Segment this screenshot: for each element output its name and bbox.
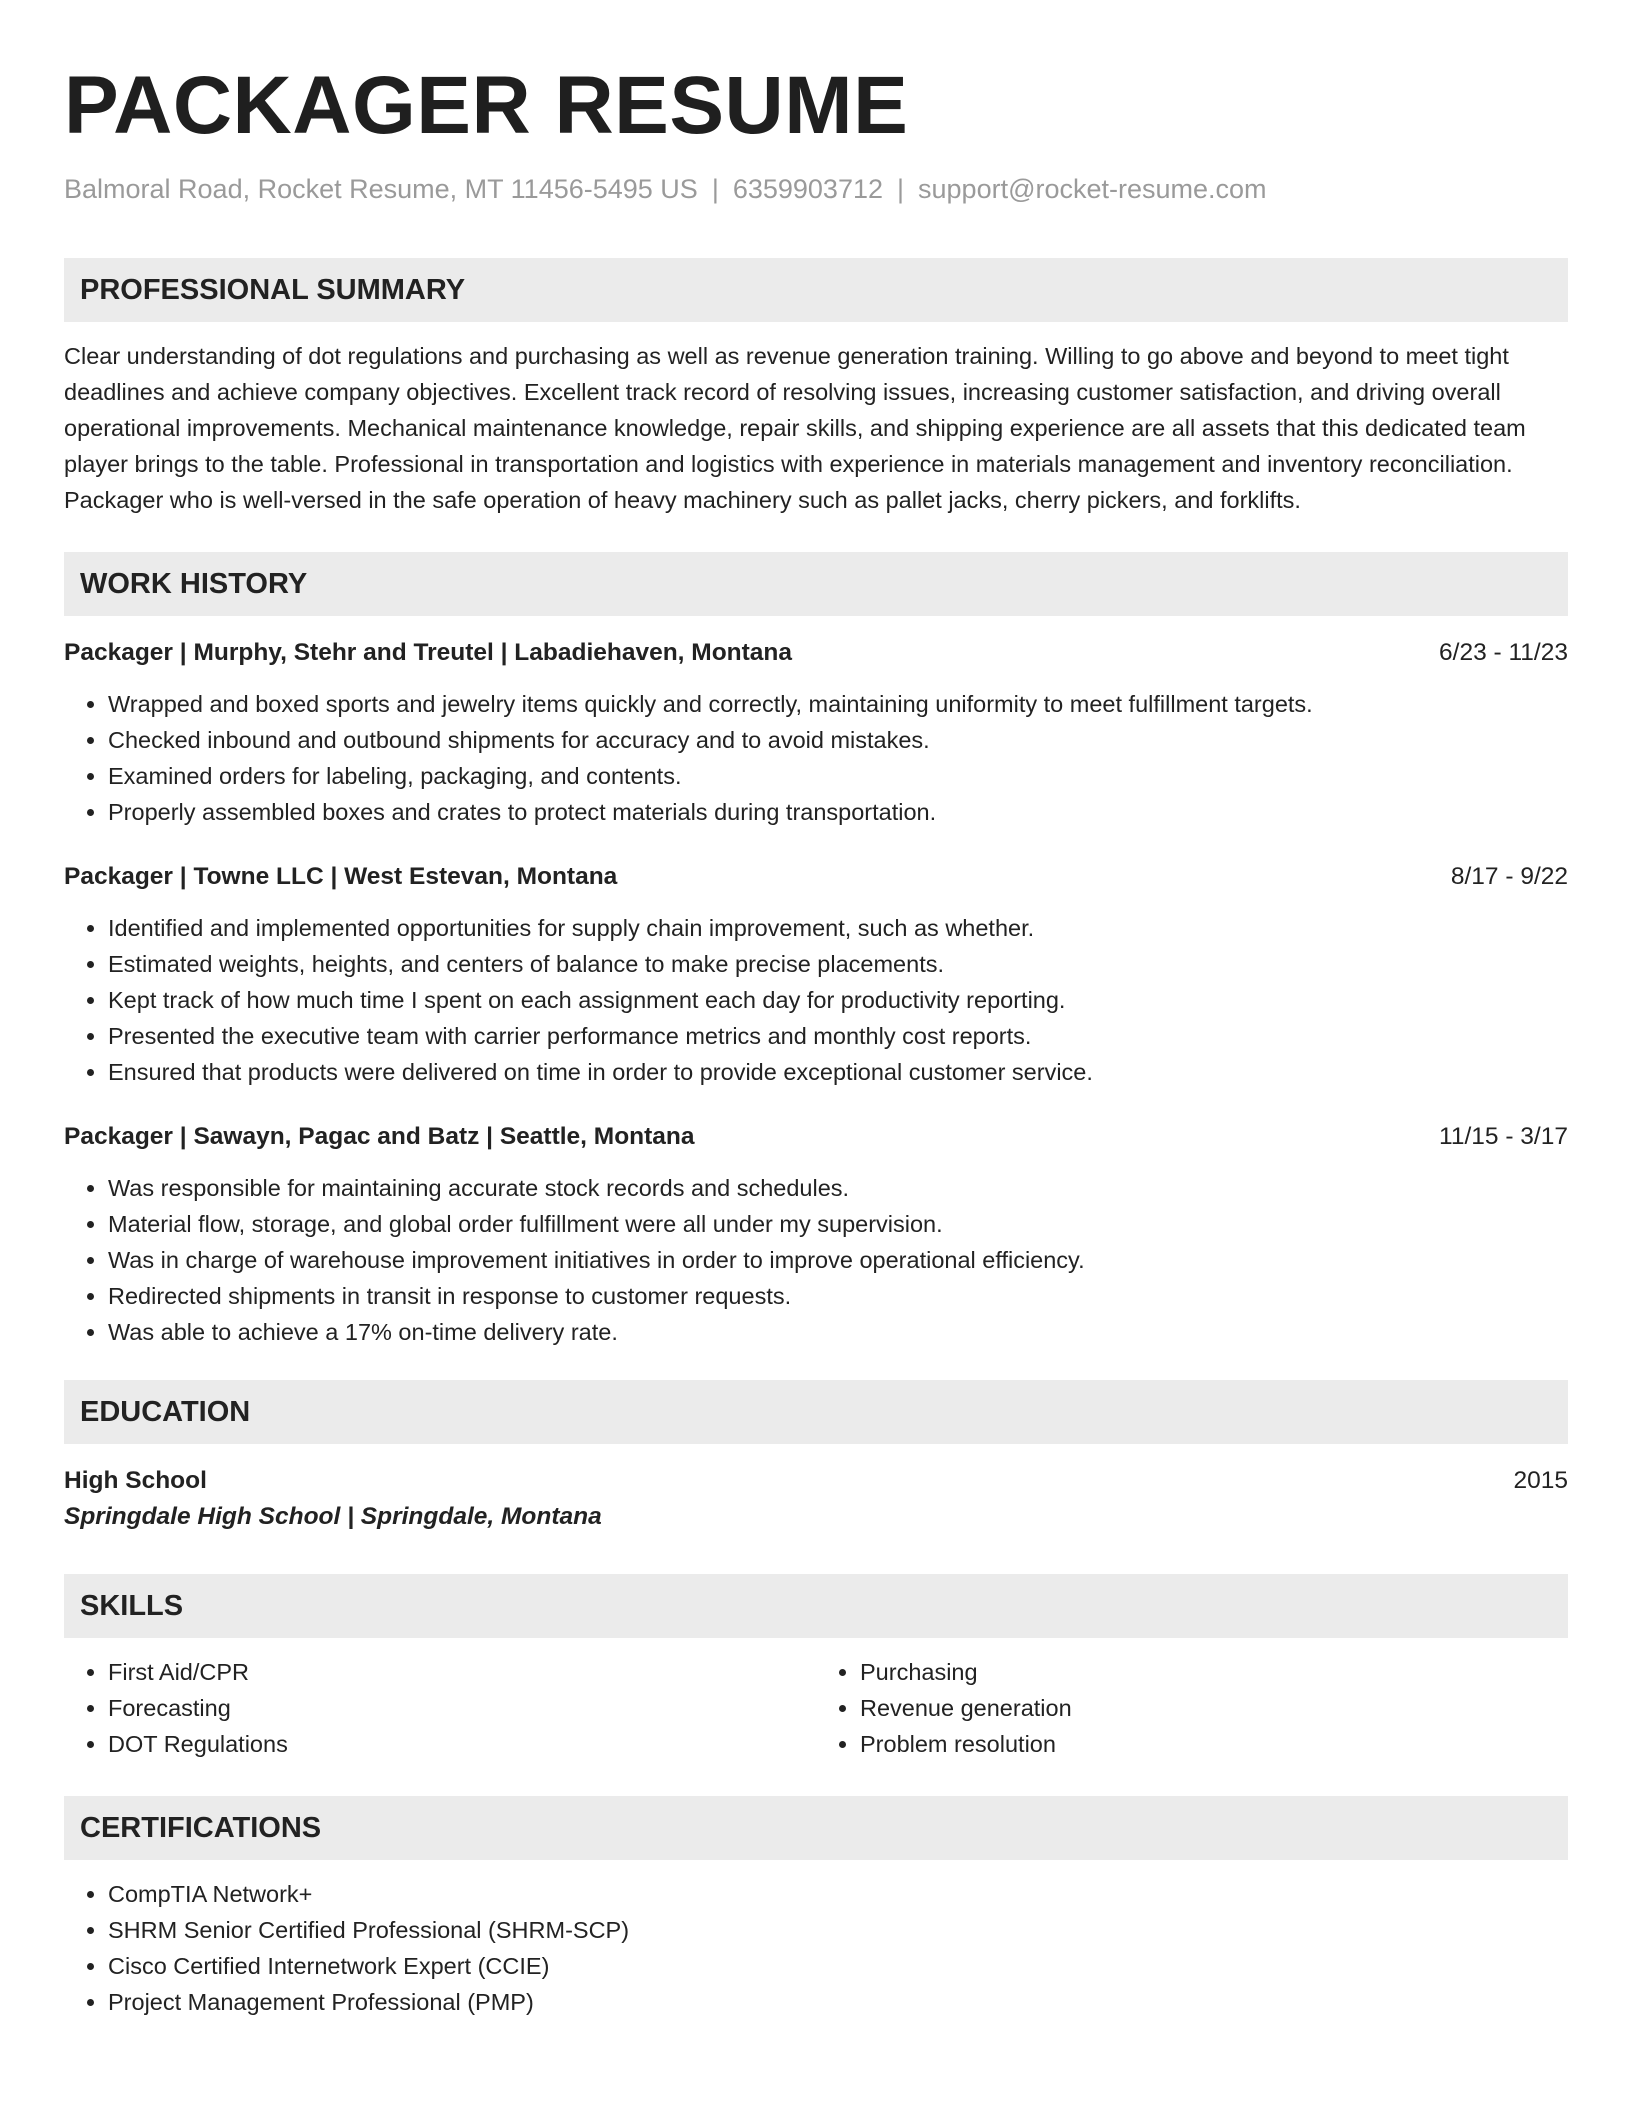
education-entry: [64, 1464, 1568, 1536]
job-bullets: [64, 686, 1568, 830]
job-bullet: • Examined orders for labeling, packaging, and contents.: [108, 758, 1568, 794]
skill-item: • Forecasting: [108, 1690, 816, 1726]
job-entry: [64, 636, 1568, 830]
skill-item: • Revenue generation: [860, 1690, 1568, 1726]
job-bullets: [64, 910, 1568, 1090]
job-title: Packager | Sawayn, Pagac and Batz | Seattle, Montana: [64, 1123, 695, 1150]
education-degree: High School: [64, 1467, 207, 1494]
summary-text: Clear understanding of dot regulations and purchasing as well as revenue generation training. Willing to go above and beyond to meet tight deadlines and achieve company objectives. Excellent track record of resolving issues, increasing customer satisfaction, and driving overall operational improvements. Mechanical maintenance knowledge, repair skills, and shipping experience are all assets that this dedicated team player brings to the table. Professional in transportation and logistics with experience in materials management and inventory reconciliation. Packager who is well-versed in the safe operation of heavy machinery such as pallet jacks, cherry pickers, and forklifts.: [64, 343, 1526, 513]
job-dates: 11/15 - 3/17: [1439, 1123, 1568, 1150]
skill-item: • First Aid/CPR: [108, 1654, 816, 1690]
job-dates: 6/23 - 11/23: [1439, 639, 1568, 666]
skills-column-left: [64, 1654, 816, 1762]
job-bullets: [64, 1170, 1568, 1350]
section-header-certifications: CERTIFICATIONS: [64, 1796, 1568, 1860]
job-header: [64, 860, 1568, 894]
job-bullet: • Presented the executive team with carrier performance metrics and monthly cost reports.: [108, 1018, 1568, 1054]
certification-item: • Cisco Certified Internetwork Expert (CCIE): [108, 1948, 1568, 1984]
job-bullet: • Checked inbound and outbound shipments for accuracy and to avoid mistakes.: [108, 722, 1568, 758]
job-title: Packager | Murphy, Stehr and Treutel | Labadiehaven, Montana: [64, 639, 793, 666]
job-header: [64, 636, 1568, 670]
job-bullet: • Was responsible for maintaining accurate stock records and schedules.: [108, 1170, 1568, 1206]
education-year: 2015: [1513, 1467, 1568, 1494]
job-header: [64, 1120, 1568, 1154]
job-bullet: • Redirected shipments in transit in response to customer requests.: [108, 1278, 1568, 1314]
job-bullet: • Material flow, storage, and global order fulfillment were all under my supervision.: [108, 1206, 1568, 1242]
certification-item: • Project Management Professional (PMP): [108, 1984, 1568, 2020]
job-bullet: • Was in charge of warehouse improvement initiatives in order to improve operational efficiency.: [108, 1242, 1568, 1278]
job-bullet: • Wrapped and boxed sports and jewelry items quickly and correctly, maintaining uniformity to meet fulfillment targets.: [108, 686, 1568, 722]
contact-separator: |: [897, 174, 905, 204]
contact-address: Balmoral Road, Rocket Resume, MT 11456-5495 US: [64, 174, 698, 204]
job-bullet: • Kept track of how much time I spent on each assignment each day for productivity reporting.: [108, 982, 1568, 1018]
job-bullet: • Identified and implemented opportunities for supply chain improvement, such as whether.: [108, 910, 1568, 946]
certification-item: • CompTIA Network+: [108, 1876, 1568, 1912]
education-header: [64, 1464, 1568, 1498]
certification-item: • SHRM Senior Certified Professional (SHRM-SCP): [108, 1912, 1568, 1948]
section-header-summary: PROFESSIONAL SUMMARY: [64, 258, 1568, 322]
skills-column-right: [816, 1654, 1568, 1762]
section-header-skills: SKILLS: [64, 1574, 1568, 1638]
job-bullet: • Estimated weights, heights, and centers of balance to make precise placements.: [108, 946, 1568, 982]
section-header-education: EDUCATION: [64, 1380, 1568, 1444]
contact-separator: |: [711, 174, 719, 204]
resume-title: PACKAGER RESUME: [64, 60, 909, 151]
job-bullet: • Ensured that products were delivered on time in order to provide exceptional customer service.: [108, 1054, 1568, 1090]
skills-grid: [64, 1654, 1568, 1762]
job-dates: 8/17 - 9/22: [1450, 863, 1568, 890]
contact-line: [64, 172, 1568, 206]
job-bullet: • Was able to achieve a 17% on-time delivery rate.: [108, 1314, 1568, 1350]
job-entry: [64, 1120, 1568, 1350]
contact-phone: 6359903712: [732, 174, 883, 204]
contact-email: support@rocket-resume.com: [918, 174, 1267, 204]
job-title: Packager | Towne LLC | West Estevan, Montana: [64, 863, 618, 890]
certifications-list: [64, 1876, 1568, 2020]
skill-item: • DOT Regulations: [108, 1726, 816, 1762]
education-school: Springdale High School | Springdale, Montana: [64, 1503, 602, 1530]
section-header-work-history: WORK HISTORY: [64, 552, 1568, 616]
job-bullet: • Properly assembled boxes and crates to protect materials during transportation.: [108, 794, 1568, 830]
skill-item: • Problem resolution: [860, 1726, 1568, 1762]
skill-item: • Purchasing: [860, 1654, 1568, 1690]
job-entry: [64, 860, 1568, 1090]
